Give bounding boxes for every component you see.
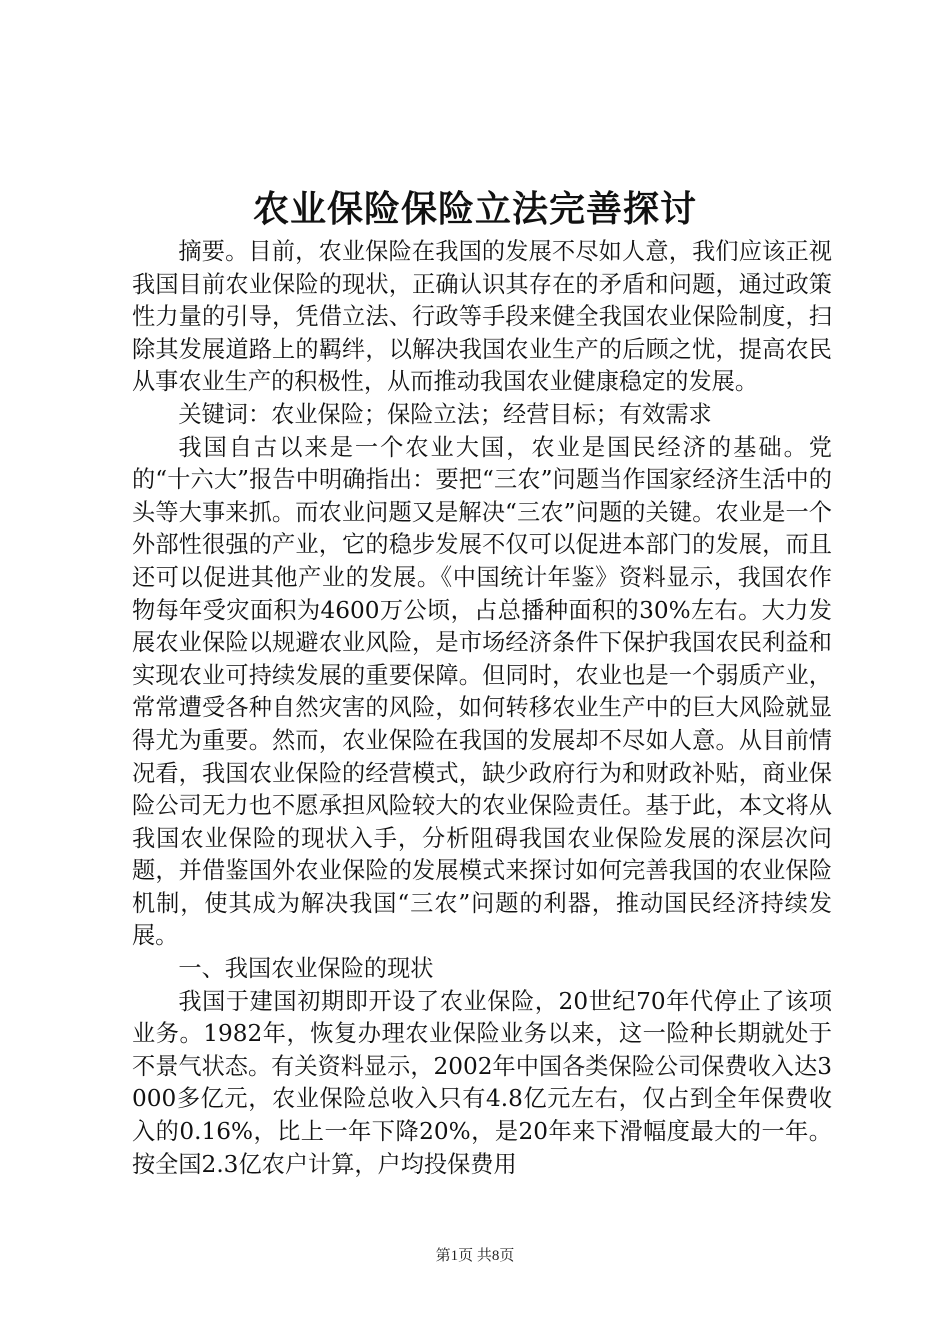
document-title: 农业保险保险立法完善探讨 — [252, 188, 697, 230]
section-paragraph: 我国于建国初期即开设了农业保险，20世纪70年代停止了该项业务。1982年，恢复办理农业保险业务以来，这一险种长期就处于不景气状态。有关资料显示，2002年中国各类保险公司保费收入达3000多亿元，农业保险总收入只有4.8亿元左右，仅占到全年保费收入的0.16%，比上一年下降20%，是20年来下滑幅度最大的一年。按全国2.3亿农户计算，户均投保费用 — [132, 987, 832, 1178]
keywords-paragraph: 关键词：农业保险；保险立法；经营目标；有效需求 — [178, 400, 712, 428]
introduction-paragraph: 我国自古以来是一个农业大国，农业是国民经济的基础。党的“十六大”报告中明确指出：要把“三农”问题当作国家经济生活中的头等大事来抓。而农业问题又是解决“三农”问题的关键。农业是一个外部性很强的产业，它的稳步发展不仅可以促进本部门的发展，而且还可以促进其他产业的发展。《中国统计年鉴》资料显示，我国农作物每年受灾面积为4600万公顷，占总播种面积的30%左右。大力发展农业保险以规避农业风险，是市场经济条件下保护我国农民利益和实现农业可持续发展的重要保障。但同时，农业也是一个弱质产业，常常遭受各种自然灾害的风险，如何转移农业生产中的巨大风险就显得尤为重要。然而，农业保险在我国的发展却不尽如人意。从目前情况看，我国农业保险的经营模式，缺少政府行为和财政补贴，商业保险公司无力也不愿承担风险较大的农业保险责任。基于此，本文将从我国农业保险的现状入手，分析阻碍我国农业保险发展的深层次问题，并借鉴国外农业保险的发展模式来探讨如何完善我国的农业保险机制，使其成为解决我国“三农”问题的利器，推动国民经济持续发展。 — [132, 433, 832, 950]
page-footer: 第1页 共8页 — [435, 1248, 515, 1264]
section-heading: 一、我国农业保险的现状 — [178, 955, 434, 983]
abstract-paragraph: 摘要。目前，农业保险在我国的发展不尽如人意，我们应该正视我国目前农业保险的现状，正确认识其存在的矛盾和问题，通过政策性力量的引导，凭借立法、行政等手段来健全我国农业保险制度，扫除其发展道路上的羁绊，以解决我国农业生产的后顾之忧，提高农民从事农业生产的积极性，从而推动我国农业健康稳定的发展。 — [132, 238, 832, 396]
document-body — [132, 236, 832, 1181]
